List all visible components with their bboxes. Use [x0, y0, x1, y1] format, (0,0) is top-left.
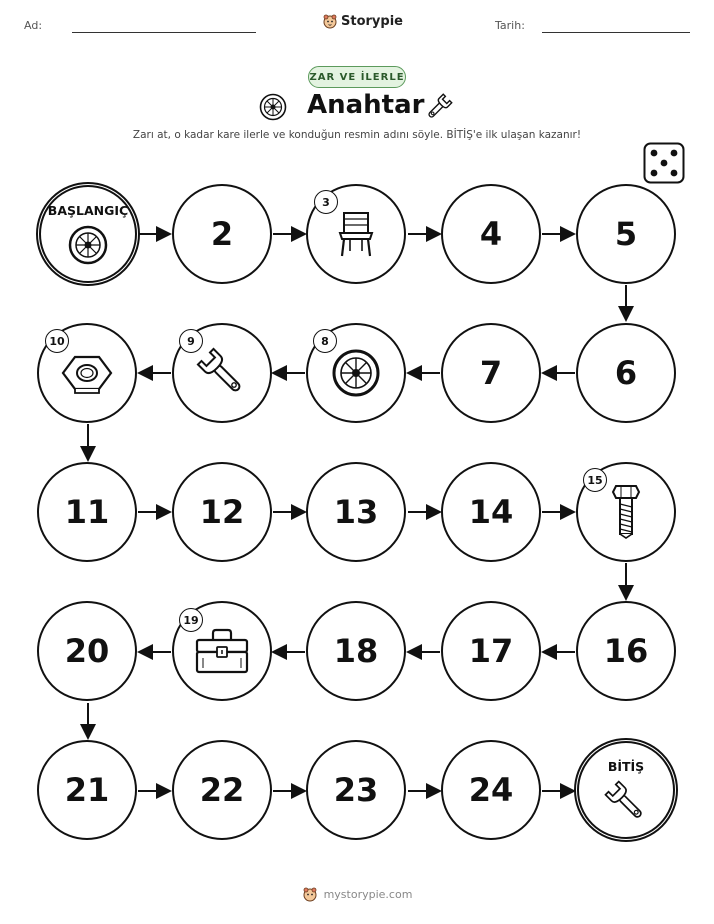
cell-number-badge: 8 [313, 329, 337, 353]
date-label: Tarih: [495, 19, 525, 32]
cell-23[interactable] [306, 740, 406, 840]
storypie-logo-icon [302, 886, 318, 902]
cell-12[interactable] [172, 462, 272, 562]
cell-14[interactable] [441, 462, 541, 562]
name-label: Ad: [24, 19, 43, 32]
cell-13[interactable] [306, 462, 406, 562]
cell-22[interactable] [172, 740, 272, 840]
cell-number: 17 [468, 632, 514, 670]
cell-number: 11 [64, 493, 110, 531]
cell-6[interactable] [576, 323, 676, 423]
cell-number: 23 [333, 771, 379, 809]
start-label: BAŞLANGIÇ [47, 203, 129, 218]
instructions: Zarı at, o kadar kare ilerle ve konduğun resmin adını söyle. BİTİŞ'e ilk ulaşan kazanır! [132, 129, 582, 141]
cell-11[interactable] [37, 462, 137, 562]
cell-number: 18 [333, 632, 379, 670]
footer-url[interactable]: mystorypie.com [323, 887, 413, 901]
cell-number: 13 [333, 493, 379, 531]
cell-finish[interactable] [574, 738, 678, 842]
cell-number: 20 [64, 632, 110, 670]
wheel-icon [332, 349, 380, 397]
cell-2[interactable] [172, 184, 272, 284]
cell-number: 14 [468, 493, 514, 531]
cell-number: 6 [614, 354, 638, 392]
cell-number: 21 [64, 771, 110, 809]
cell-number-badge: 10 [45, 329, 69, 353]
cell-number: 2 [210, 215, 234, 253]
toolbox-icon [193, 628, 251, 674]
cell-number: 16 [603, 632, 649, 670]
cell-5[interactable] [576, 184, 676, 284]
page-title: Anahtar [307, 90, 425, 120]
cell-number-badge: 9 [179, 329, 203, 353]
cell-number: 4 [479, 215, 503, 253]
cell-20[interactable] [37, 601, 137, 701]
wheel-icon [68, 225, 108, 265]
cell-24[interactable] [441, 740, 541, 840]
activity-badge: ZAR VE İLERLE [308, 66, 406, 88]
wrench-icon [195, 346, 249, 400]
cell-number: 5 [614, 215, 638, 253]
cell-21[interactable] [37, 740, 137, 840]
chair-icon [334, 209, 378, 259]
bolt-icon [611, 484, 641, 540]
cell-number-badge: 19 [179, 608, 203, 632]
wrench-icon [603, 779, 649, 825]
cell-4[interactable] [441, 184, 541, 284]
brand-name: Storypie [341, 13, 403, 29]
cell-number: 24 [468, 771, 514, 809]
footer [0, 886, 714, 902]
cell-number: 22 [199, 771, 245, 809]
hex-nut-icon [61, 351, 113, 395]
cell-18[interactable] [306, 601, 406, 701]
finish-label: BİTİŞ [607, 759, 645, 774]
cell-17[interactable] [441, 601, 541, 701]
cell-16[interactable] [576, 601, 676, 701]
cell-number: 12 [199, 493, 245, 531]
cell-number: 7 [479, 354, 503, 392]
cell-number-badge: 3 [314, 190, 338, 214]
cell-start[interactable] [36, 182, 140, 286]
cell-number-badge: 15 [583, 468, 607, 492]
cell-7[interactable] [441, 323, 541, 423]
